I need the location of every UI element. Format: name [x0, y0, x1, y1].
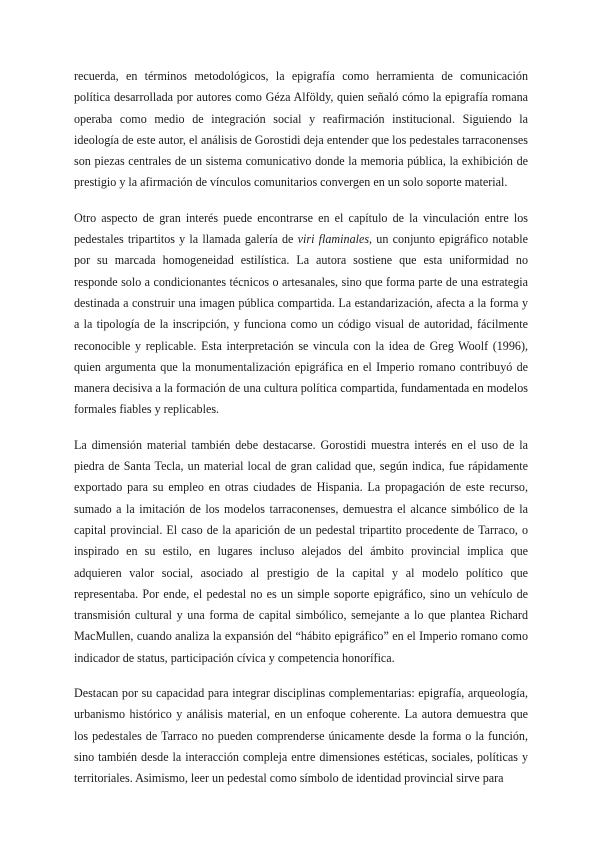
paragraph-2-italic-term: viri flaminales: [297, 232, 370, 247]
paragraph-3-text: La dimensión material también debe destacarse. Gorostidi muestra interés en el uso de la piedra de Santa Tecla, un material local de gran calidad que, según indica, fue rápidamente exportado para su empleo en otras ciudades de Hispania. La propagación de este recurso, sumado a la imitación de los modelos tarraconenses, demuestra el alcance simbólico de la capital provincial. El caso de la aparición de un pedestal tripartito procedente de Tarraco, o inspirado en su estilo, en lugares incluso alejados del ámbito provincial implica que adquieren valor social, asociado al prestigio de la capital y al modelo político que representaba. Por ende, el pedestal no es un simple soporte epigráfico, sino un vehículo de transmisión cultural y una forma de capital simbólico, semejante a lo que plantea Richard MacMullen, cuando analiza la expansión del “hábito epigráfico” en el Imperio romano como indicador de status, participación cívica y competencia honorífica.: [74, 437, 528, 665]
paragraph-1-text: recuerda, en términos metodológicos, la epigrafía como herramienta de comunicación política desarrollada por autores como Géza Alföldy, quien señaló cómo la epigrafía romana operaba como medio de integración social y reafirmación institucional. Siguiendo la ideología de este autor, el análisis de Gorostidi deja entender que los pedestales tarraconenses son piezas centrales de un sistema comunicativo donde la memoria pública, la exhibición de prestigio y la afirmación de vínculos comunitarios convergen en un solo soporte material.: [74, 69, 528, 190]
body-text: [74, 66, 528, 804]
paragraph-3: [74, 435, 528, 669]
paragraph-2-text-start: Otro aspecto de gran interés puede encontrarse en el capítulo de la vinculación entre los pedestales tripartitos y la llamada galería de: [74, 210, 528, 247]
paragraph-4-text: Destacan por su capacidad para integrar disciplinas complementarias: epigrafía, arqueología, urbanismo histórico y análisis material, en un enfoque coherente. La autora demuestra que los pedestales de Tarraco no pueden comprenderse únicamente desde la forma o la función, sino también desde la interacción compleja entre dimensiones estéticas, sociales, políticas y territoriales. Asimismo, leer un pedestal como símbolo de identidad provincial sirve para: [74, 686, 528, 786]
paragraph-4: [74, 683, 528, 789]
paragraph-2: [74, 208, 528, 421]
paragraph-2-text-end: , un conjunto epigráfico notable por su marcada homogeneidad estilística. La autora sostiene que esta uniformidad no responde solo a condicionantes técnicos o artesanales, sino que forma parte de una estrategia destinada a construir una imagen pública compartida. La estandarización, afecta a la forma y a la tipología de la inscripción, y funciona como un código visual de autoridad, fácilmente reconocible y replicable. Esta interpretación se vincula con la idea de Greg Woolf (1996), quien argumenta que la monumentalización epigráfica en el Imperio romano contribuyó de manera decisiva a la formación de una cultura política compartida, fundamentada en modelos formales fiables y replicables.: [74, 232, 528, 417]
paragraph-1: [74, 66, 528, 194]
